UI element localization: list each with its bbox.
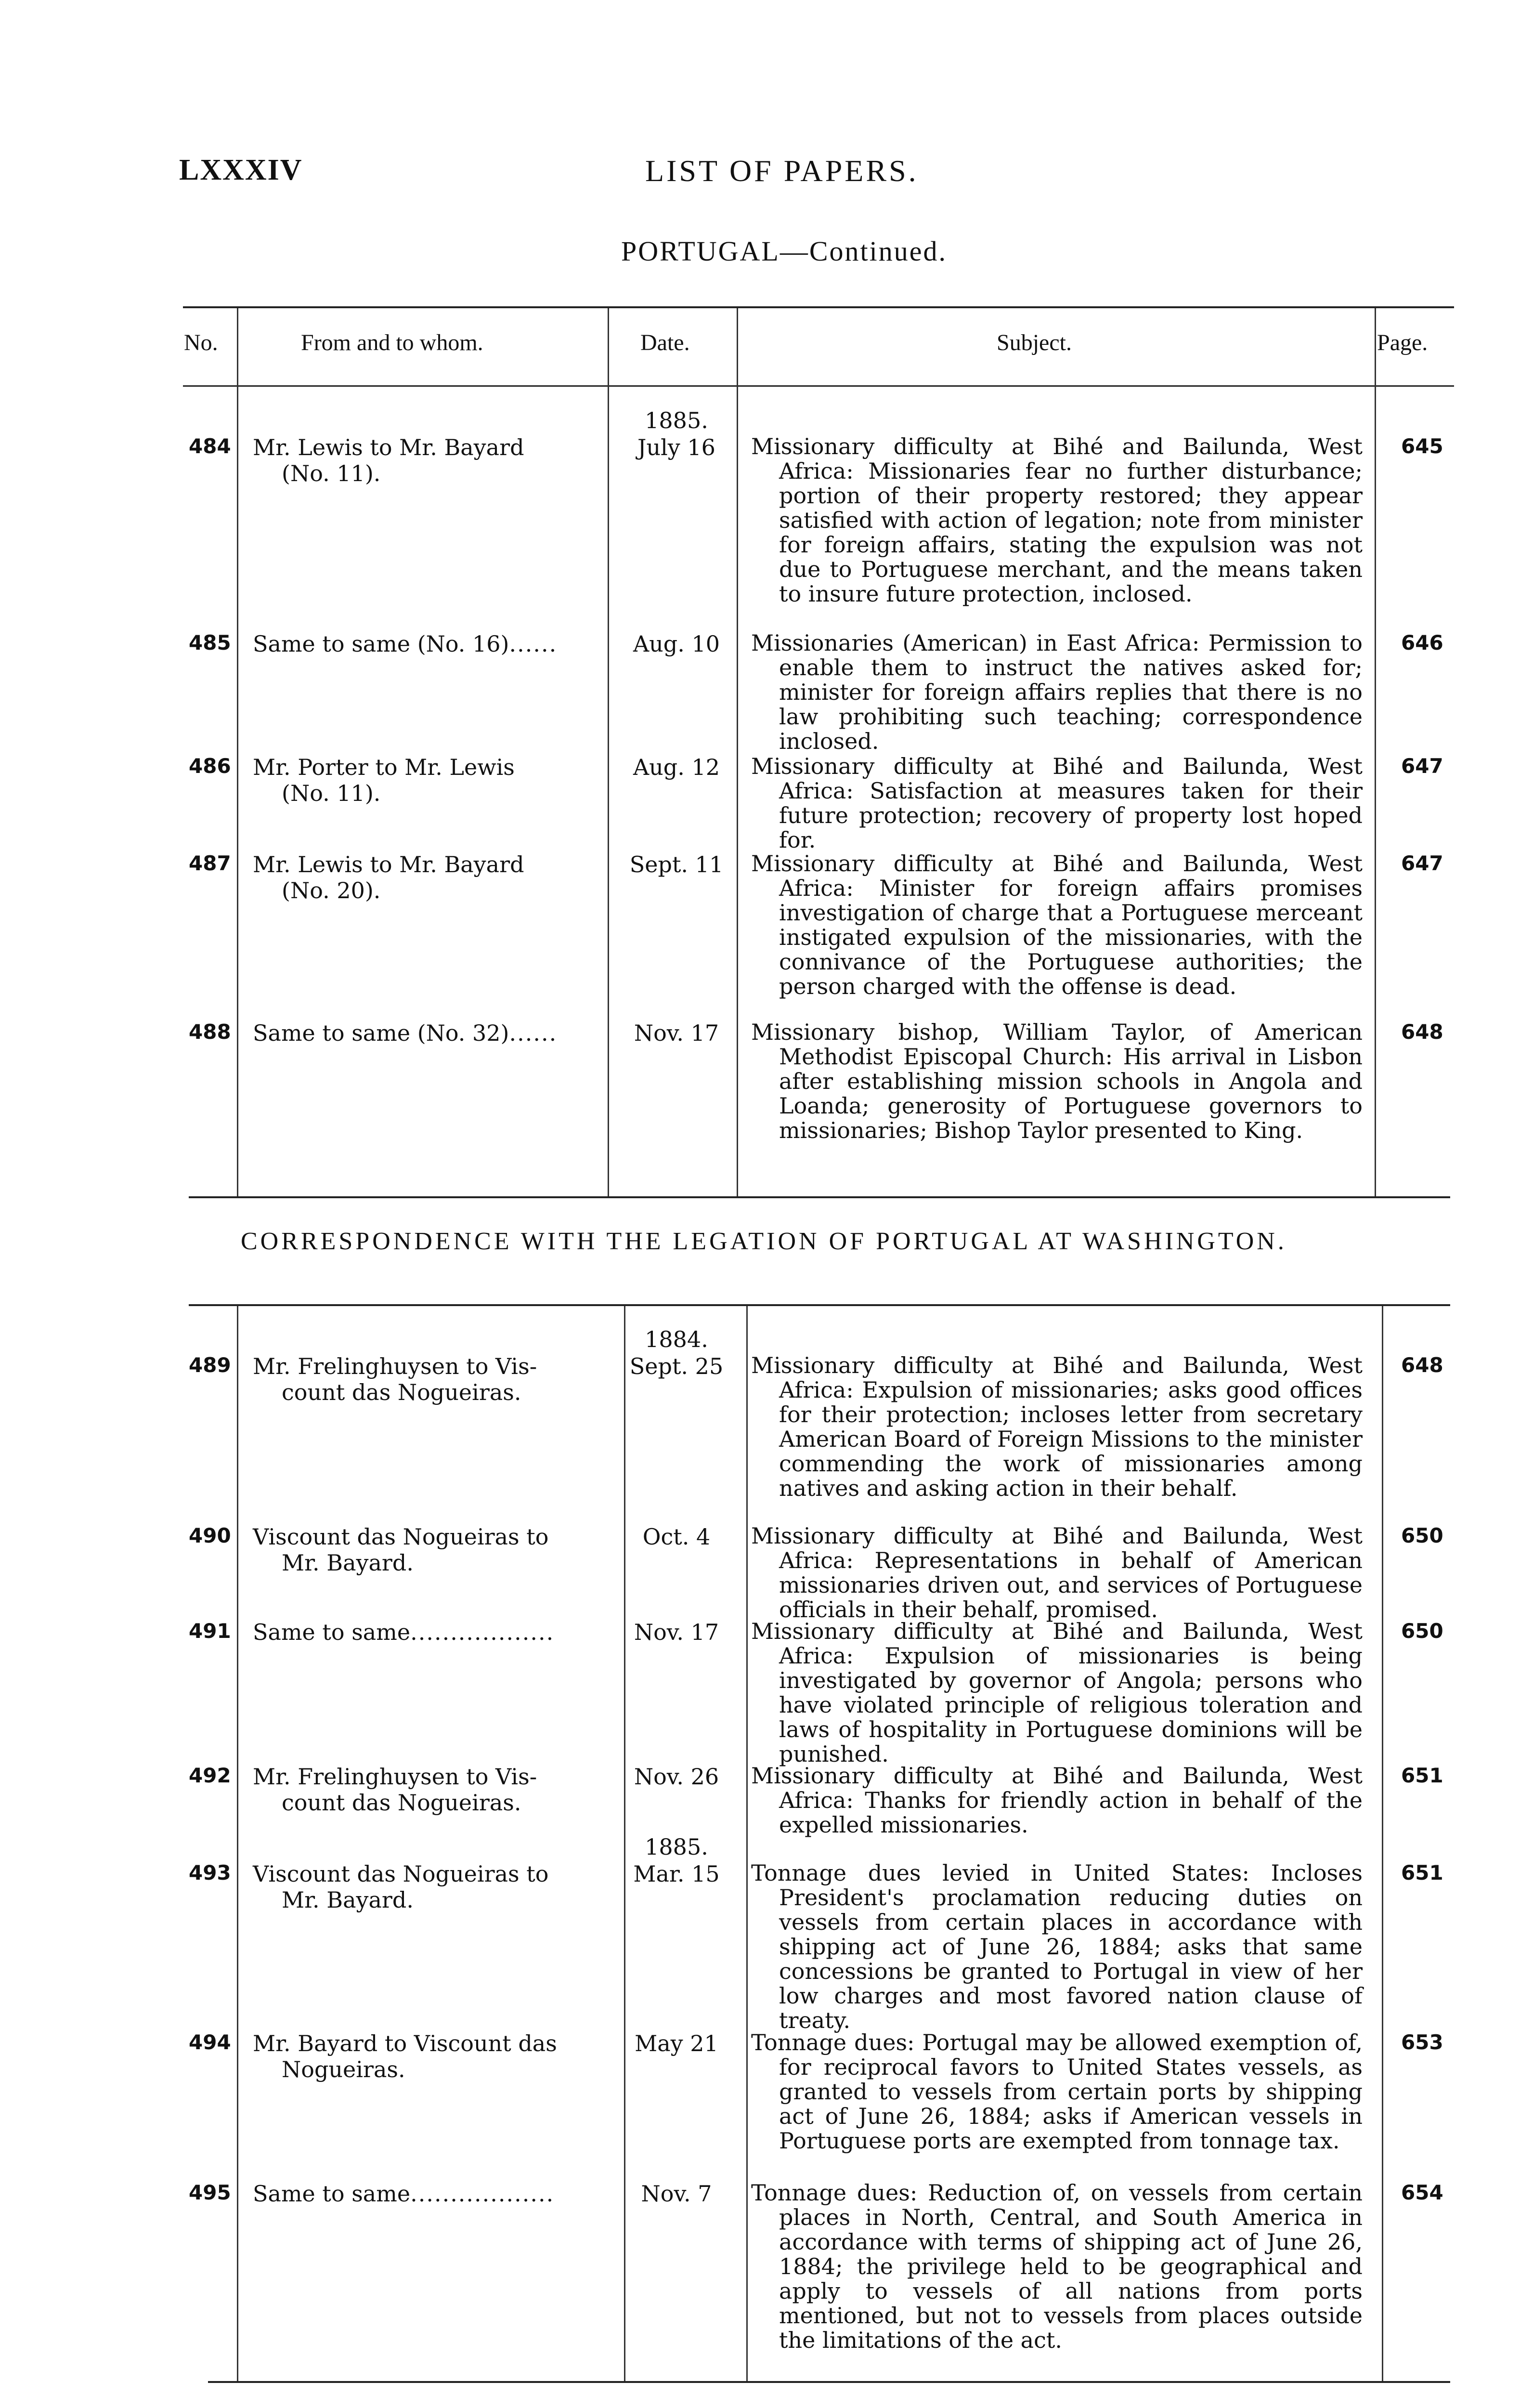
entry-date: Mar. 15 (633, 1861, 720, 1887)
table1-header-rule (183, 385, 1454, 387)
entry-date: May 21 (635, 2030, 718, 2056)
entry-number: 495 (189, 2181, 231, 2204)
entry-page: 650 (1401, 1619, 1443, 1643)
entry-subject: Missionary difficulty at Bihé and Bailunda, West Africa: Satisfaction at measures taken for their future protection; recovery of property lost hoped for. (751, 753, 1363, 853)
entry-from-line: (No. 11). (282, 460, 381, 486)
section-title: PORTUGAL—Continued. (621, 236, 948, 267)
entry-from (253, 1020, 604, 1046)
table2-col-divider (746, 1306, 748, 2381)
entry-year: 1885. (645, 1834, 708, 1860)
table1-bottom-rule (189, 1196, 1450, 1198)
entry-from-line: Mr. Bayard to Viscount das (253, 2030, 557, 2056)
table2-col-divider (237, 1306, 238, 2381)
entry-date: Nov. 17 (634, 1619, 719, 1645)
entry-date: Nov. 26 (634, 1764, 719, 1790)
entry-date: Sept. 11 (629, 851, 724, 877)
entry-number: 490 (189, 1524, 231, 1547)
entry-subject: Missionary difficulty at Bihé and Bailunda, West Africa: Thanks for friendly action in behalf of the expelled missionaries. (751, 1763, 1363, 1838)
col-head-page: Page. (1377, 330, 1428, 355)
page-folio: LXXXIV (179, 154, 303, 186)
entry-from-line: Same to same (253, 1619, 411, 1645)
correspondence-title: CORRESPONDENCE WITH THE LEGATION OF PORTUGAL AT WASHINGTON. (241, 1228, 1287, 1255)
entry-page: 650 (1401, 1524, 1443, 1547)
entry-subject: Missionary difficulty at Bihé and Bailunda, West Africa: Expulsion of missionaries is being investigated by governor of Angola; persons who have violated principle of religious toleration and laws of hospitality in Portuguese dominions will be punished. (751, 1618, 1363, 1767)
entry-from-line: Viscount das Nogueiras to (253, 1861, 549, 1887)
entry-date: Oct. 4 (642, 1524, 711, 1550)
entry-date: Nov. 7 (641, 2181, 712, 2207)
entry-from (253, 631, 604, 657)
leader-dots: .................. (410, 1619, 555, 1645)
entry-number: 484 (189, 434, 231, 458)
entry-from (253, 2181, 604, 2207)
entry-page: 651 (1401, 1764, 1443, 1787)
entry-from-line: (No. 20). (282, 877, 381, 903)
entry-from (253, 754, 604, 806)
entry-number: 485 (189, 631, 231, 654)
entry-subject: Tonnage dues: Reduction of, on vessels from certain places in North, Central, and South America in accordance with terms of shipping act of June 26, 1884; the privilege held to be geographical and apply to vessels of all nations from ports mentioned, but not to vessels from places outside the limitations of the act. (751, 2180, 1363, 2353)
entry-date: Aug. 12 (633, 754, 720, 780)
entry-number: 492 (189, 1764, 231, 1787)
entry-page: 654 (1401, 2181, 1443, 2204)
entry-from-line: (No. 11). (282, 780, 381, 806)
table1-col-divider (237, 308, 238, 1196)
entry-from-line: Same to same (No. 16) (253, 631, 509, 657)
leader-dots: ...... (509, 631, 558, 657)
entry-subject: Missionary difficulty at Bihé and Bailunda, West Africa: Expulsion of missionaries; asks good offices for their protection; incloses letter from secretary American Board of Foreign Missions to the minister commending the work of missionaries among natives and asking action in their behalf. (751, 1352, 1363, 1501)
running-head: LIST OF PAPERS. (645, 154, 919, 188)
entry-subject: Tonnage dues levied in United States: Incloses President's proclamation reducing duties on vessels from certain places in accordance with shipping act of June 26, 1884; asks that same concessions be granted to Portugal in view of her low charges and most favored nation clause of treaty. (751, 1860, 1363, 2033)
entry-from (253, 1619, 604, 1645)
entry-number: 493 (189, 1861, 231, 1885)
leader-dots: ...... (509, 1020, 558, 1046)
entry-year: 1885. (645, 407, 708, 433)
table1-top-rule (183, 306, 1454, 308)
col-head-subject: Subject. (997, 330, 1072, 355)
entry-from-line: count das Nogueiras. (282, 1790, 521, 1816)
entry-from-line: Mr. Lewis to Mr. Bayard (253, 851, 524, 877)
entry-from (253, 1353, 604, 1405)
entry-from (253, 2030, 604, 2082)
entry-from-line: Mr. Frelinghuysen to Vis- (253, 1353, 537, 1379)
entry-year: 1884. (645, 1326, 708, 1352)
table1-col-divider (737, 308, 738, 1196)
entry-subject: Missionary difficulty at Bihé and Bailunda, West Africa: Representations in behalf of American missionaries driven out, and services of Portuguese officials in their behalf, promised. (751, 1523, 1363, 1623)
table2-bottom-rule (208, 2381, 1450, 2383)
table1-col-divider (1375, 308, 1376, 1196)
entry-from (253, 1764, 604, 1816)
entry-number: 489 (189, 1353, 231, 1377)
entry-subject: Missionary bishop, William Taylor, of American Methodist Episcopal Church: His arrival in Lisbon after establishing mission schools in Angola and Loanda; generosity of Portuguese governors to missionaries; Bishop Taylor presented to King. (751, 1019, 1363, 1143)
entry-page: 648 (1401, 1020, 1443, 1044)
entry-from-line: Mr. Lewis to Mr. Bayard (253, 434, 524, 460)
entry-number: 488 (189, 1020, 231, 1044)
table2-top-rule (189, 1304, 1450, 1306)
entry-from-line: Viscount das Nogueiras to (253, 1524, 549, 1550)
entry-from (253, 434, 604, 486)
entry-date: July 16 (637, 434, 715, 460)
entry-subject: Tonnage dues: Portugal may be allowed exemption of, for reciprocal favors to United States vessels, as granted to vessels from certain ports by shipping act of June 26, 1884; asks if American vessels in Portuguese ports are exempted from tonnage tax. (751, 2029, 1363, 2154)
entry-from-line: Mr. Frelinghuysen to Vis- (253, 1764, 537, 1790)
entry-date: Nov. 17 (634, 1020, 719, 1046)
entry-page: 651 (1401, 1861, 1443, 1885)
entry-number: 491 (189, 1619, 231, 1643)
entry-number: 486 (189, 754, 231, 778)
entry-from-line: Mr. Porter to Mr. Lewis (253, 754, 515, 780)
leader-dots: .................. (410, 2181, 555, 2207)
entry-subject: Missionary difficulty at Bihé and Bailunda, West Africa: Missionaries fear no further disturbance; portion of their property restored; they appear satisfied with action of legation; note from minister for foreign affairs, stating the expulsion was not due to Portuguese merchant, and the means taken to insure future protection, inclosed. (751, 433, 1363, 607)
entry-from-line: Nogueiras. (282, 2056, 405, 2082)
entry-number: 494 (189, 2030, 231, 2054)
col-head-from: From and to whom. (301, 330, 483, 355)
entry-from-line: Same to same (No. 32) (253, 1020, 509, 1046)
entry-from-line: count das Nogueiras. (282, 1379, 521, 1405)
entry-page: 646 (1401, 631, 1443, 654)
entry-page: 647 (1401, 754, 1443, 778)
entry-page: 648 (1401, 1353, 1443, 1377)
entry-page: 647 (1401, 851, 1443, 875)
entry-page: 653 (1401, 2030, 1443, 2054)
entry-page: 645 (1401, 434, 1443, 458)
table2-col-divider (1382, 1306, 1383, 2381)
entry-from (253, 1861, 604, 1913)
entry-date: Aug. 10 (633, 631, 720, 657)
entry-from-line: Mr. Bayard. (282, 1550, 414, 1576)
entry-number: 487 (189, 851, 231, 875)
col-head-date: Date. (640, 330, 690, 355)
entry-from-line: Same to same (253, 2181, 411, 2207)
col-head-no: No. (184, 330, 218, 355)
entry-date: Sept. 25 (629, 1353, 724, 1379)
table1-col-divider (608, 308, 609, 1196)
entry-subject: Missionaries (American) in East Africa: Permission to enable them to instruct the natives asked for; minister for foreign affairs replies that there is no law prohibiting such teaching; correspondence inclosed. (751, 630, 1363, 754)
entry-subject: Missionary difficulty at Bihé and Bailunda, West Africa: Minister for foreign affairs promises investigation of charge that a Portuguese merceant instigated expulsion of the missionaries, with the connivance of the Portuguese authorities; the person charged with the offense is dead. (751, 851, 1363, 999)
entry-from-line: Mr. Bayard. (282, 1887, 414, 1913)
entry-from (253, 851, 604, 903)
entry-from (253, 1524, 604, 1576)
